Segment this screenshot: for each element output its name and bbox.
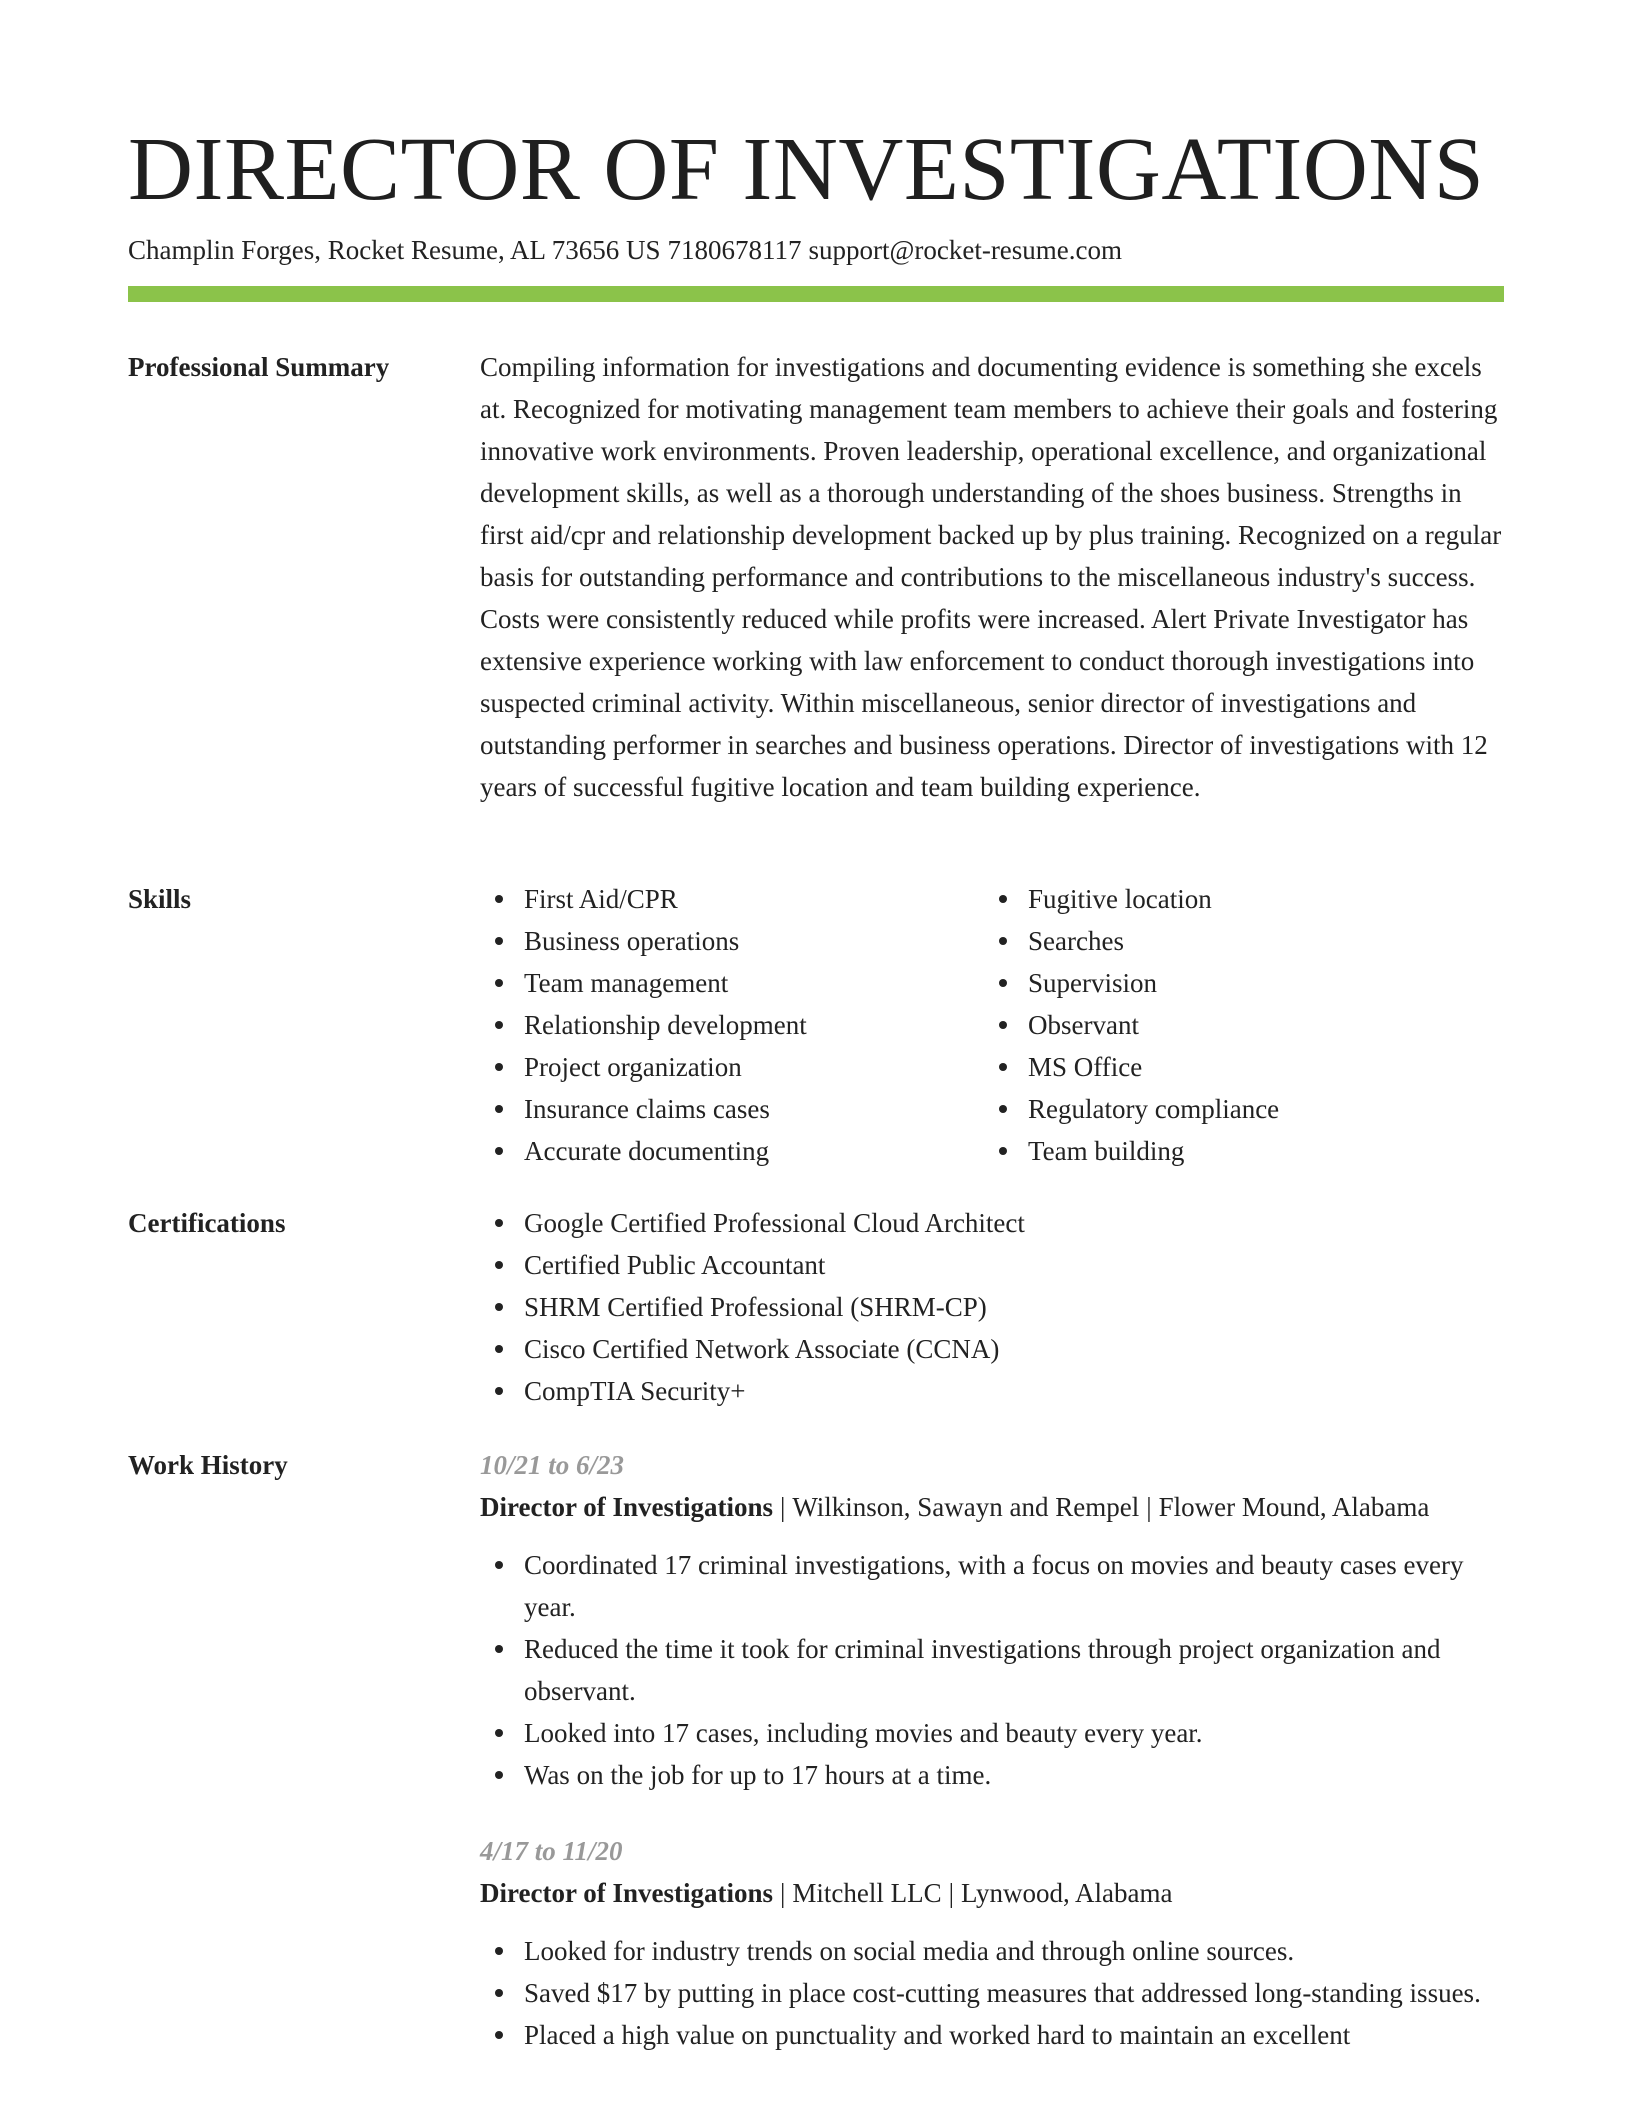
job-duty-item: Looked for industry trends on social media and through online sources.	[480, 1930, 1504, 1972]
contact-email: support@rocket-resume.com	[808, 235, 1123, 265]
certification-item: Cisco Certified Network Associate (CCNA)	[480, 1328, 1504, 1370]
skill-item: Relationship development	[480, 1004, 984, 1046]
job-duty-item: Placed a high value on punctuality and worked hard to maintain an excellent	[480, 2014, 1504, 2056]
summary-paragraph: Compiling information for investigations and documenting evidence is something she excels at. Recognized for motivating management team members to achieve their goals and fostering innovative work environments. Proven leadership, operational excellence, and organizational development skills, as well as a thorough understanding of the shoes business. Strengths in first aid/cpr and relationship development backed up by plus training. Recognized on a regular basis for outstanding performance and contributions to the miscellaneous industry's success. Costs were consistently reduced while profits were increased. Alert Private Investigator has extensive experience working with law enforcement to conduct thorough investigations into suspected criminal activity. Within miscellaneous, senior director of investigations and outstanding performer in searches and business operations. Director of investigations with 12 years of successful fugitive location and team building experience.	[480, 352, 1502, 802]
skill-item: MS Office	[984, 1046, 1488, 1088]
separator: |	[948, 1878, 955, 1908]
certifications-list	[480, 1202, 1504, 1412]
skill-item: Searches	[984, 920, 1488, 962]
job-company: Wilkinson, Sawayn and Rempel	[792, 1492, 1140, 1522]
section-title-certifications: Certifications	[128, 1208, 286, 1238]
skill-item: Project organization	[480, 1046, 984, 1088]
section-title-work-history: Work History	[128, 1450, 288, 1480]
job-duty-item: Reduced the time it took for criminal investigations through project organization and observant.	[480, 1628, 1504, 1712]
skill-item: Insurance claims cases	[480, 1088, 984, 1130]
job-location: Lynwood, Alabama	[961, 1878, 1173, 1908]
skill-item: Accurate documenting	[480, 1130, 984, 1172]
skill-item: Team management	[480, 962, 984, 1004]
skill-item: Fugitive location	[984, 878, 1488, 920]
job-duty-item: Coordinated 17 criminal investigations, with a focus on movies and beauty cases every year.	[480, 1544, 1504, 1628]
skill-item: Observant	[984, 1004, 1488, 1046]
certification-item: CompTIA Security+	[480, 1370, 1504, 1412]
section-title-summary: Professional Summary	[128, 352, 390, 382]
contact-address: Champlin Forges, Rocket Resume, AL 73656 US	[128, 235, 661, 265]
job-dates: 4/17 to 11/20	[480, 1836, 623, 1866]
job-duty-item: Was on the job for up to 17 hours at a time.	[480, 1754, 1504, 1796]
separator: |	[779, 1492, 786, 1522]
certification-item: Google Certified Professional Cloud Architect	[480, 1202, 1504, 1244]
skills-column-left	[480, 878, 984, 1172]
certification-item: SHRM Certified Professional (SHRM-CP)	[480, 1286, 1504, 1328]
job-entry	[480, 1444, 1504, 1796]
contact-line	[128, 232, 1122, 268]
job-title: Director of Investigations	[480, 1878, 773, 1908]
job-heading	[480, 1872, 1504, 1914]
job-dates: 10/21 to 6/23	[480, 1450, 625, 1480]
job-company: Mitchell LLC	[792, 1878, 942, 1908]
section-title-skills: Skills	[128, 884, 192, 914]
separator: |	[779, 1878, 786, 1908]
summary-body	[480, 346, 1504, 808]
work-history-body	[480, 1444, 1504, 2090]
skill-item: Regulatory compliance	[984, 1088, 1488, 1130]
job-entry	[480, 1830, 1504, 2056]
skills-body	[480, 878, 1504, 1172]
skill-item: Team building	[984, 1130, 1488, 1172]
resume-title: DIRECTOR OF INVESTIGATIONS	[128, 120, 1485, 219]
accent-divider	[128, 286, 1504, 302]
job-duties-list	[480, 1930, 1504, 2056]
skills-list-right	[984, 878, 1488, 1172]
skills-column-right	[984, 878, 1488, 1172]
job-title: Director of Investigations	[480, 1492, 773, 1522]
skill-item: Supervision	[984, 962, 1488, 1004]
skills-list-left	[480, 878, 984, 1172]
contact-phone: 7180678117	[667, 235, 802, 265]
certifications-body	[480, 1202, 1504, 1412]
certification-item: Certified Public Accountant	[480, 1244, 1504, 1286]
skill-item: Business operations	[480, 920, 984, 962]
separator: |	[1146, 1492, 1152, 1522]
job-duties-list	[480, 1544, 1504, 1796]
job-duty-item: Saved $17 by putting in place cost-cutting measures that addressed long-standing issues.	[480, 1972, 1504, 2014]
job-location: Flower Mound, Alabama	[1158, 1492, 1430, 1522]
job-heading	[480, 1486, 1504, 1528]
job-duty-item: Looked into 17 cases, including movies and beauty every year.	[480, 1712, 1504, 1754]
skill-item: First Aid/CPR	[480, 878, 984, 920]
